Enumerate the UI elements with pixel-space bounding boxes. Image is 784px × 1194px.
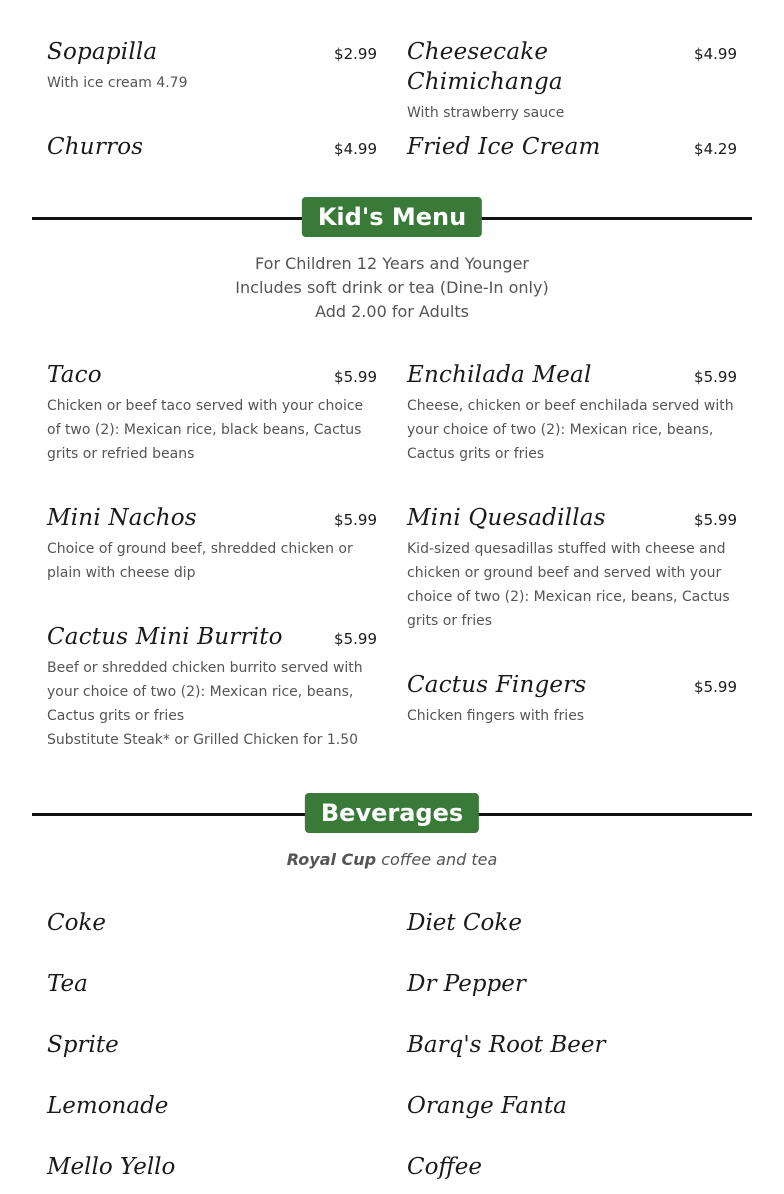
beverage-item: Mello Yello (47, 1154, 176, 1180)
beverage-item: Sprite (47, 1032, 119, 1058)
item-name: Taco (47, 362, 102, 388)
kids-menu-title: Kid's Menu (302, 197, 482, 237)
beverage-item: Coke (47, 910, 106, 936)
item-price: $5.99 (694, 511, 737, 529)
beverage-item: Dr Pepper (407, 971, 526, 997)
item-price: $4.99 (334, 140, 377, 158)
menu-item-fried-ice-cream (407, 132, 737, 162)
beverages-brand: Royal Cup (286, 850, 377, 869)
item-name: Mini Quesadillas (407, 505, 606, 531)
beverages-brand-suffix: coffee and tea (376, 850, 498, 869)
kids-note-age: For Children 12 Years and Younger (255, 254, 529, 273)
item-description: Chicken fingers with fries (407, 708, 585, 724)
item-name: Cactus Fingers (407, 672, 587, 698)
menu-item-mini-quesadillas (407, 503, 737, 633)
menu-item-cactus-fingers (407, 670, 737, 728)
item-name: Cheesecake Chimichanga (407, 39, 563, 95)
menu-item-cheesecake-chimichanga (407, 37, 737, 125)
beverage-item: Lemonade (47, 1093, 169, 1119)
menu-item-mini-nachos (47, 503, 377, 585)
kids-menu-notes (0, 252, 784, 324)
item-description: Beef or shredded chicken burrito served with your choice of two (2): Mexican rice, beans, Cactus grits or fries (47, 660, 363, 724)
item-price: $4.29 (694, 140, 737, 158)
beverage-item: Diet Coke (407, 910, 522, 936)
item-name: Churros (47, 134, 144, 160)
menu-item-taco (47, 360, 377, 466)
beverage-item: Orange Fanta (407, 1093, 567, 1119)
item-description: With ice cream 4.79 (47, 75, 188, 91)
item-price: $5.99 (694, 678, 737, 696)
item-description: Kid-sized quesadillas stuffed with cheese and chicken or ground beef and served with your choice of two (2): Mexican rice, beans, Cactus grits or fries (407, 541, 730, 629)
item-name: Sopapilla (47, 39, 158, 65)
kids-note-adults: Add 2.00 for Adults (315, 302, 469, 321)
item-name: Mini Nachos (47, 505, 197, 531)
item-price: $2.99 (334, 45, 377, 63)
item-price: $4.99 (694, 45, 737, 63)
item-name: Enchilada Meal (407, 362, 592, 388)
menu-item-churros (47, 132, 377, 162)
item-price: $5.99 (334, 511, 377, 529)
beverage-item: Tea (47, 971, 88, 997)
item-description: Choice of ground beef, shredded chicken or plain with cheese dip (47, 541, 353, 581)
item-name: Cactus Mini Burrito (47, 624, 283, 650)
item-price: $5.99 (334, 630, 377, 648)
beverage-item: Barq's Root Beer (407, 1032, 606, 1058)
menu-item-sopapilla (47, 37, 377, 95)
item-extra-note: Substitute Steak* or Grilled Chicken for 1.50 (47, 732, 359, 748)
item-description: Chicken or beef taco served with your choice of two (2): Mexican rice, black beans, Cactus grits or refried beans (47, 398, 364, 462)
beverage-item: Coffee (407, 1154, 482, 1180)
item-description: Cheese, chicken or beef enchilada served with your choice of two (2): Mexican rice, beans, Cactus grits or fries (407, 398, 734, 462)
menu-item-cactus-mini-burrito (47, 622, 377, 752)
item-price: $5.99 (334, 368, 377, 386)
item-price: $5.99 (694, 368, 737, 386)
item-name: Fried Ice Cream (407, 134, 601, 160)
item-description: With strawberry sauce (407, 105, 565, 121)
beverages-title: Beverages (305, 793, 479, 833)
kids-note-drink: Includes soft drink or tea (Dine-In only) (235, 278, 549, 297)
menu-item-enchilada-meal (407, 360, 737, 466)
beverages-subtitle (0, 848, 784, 872)
